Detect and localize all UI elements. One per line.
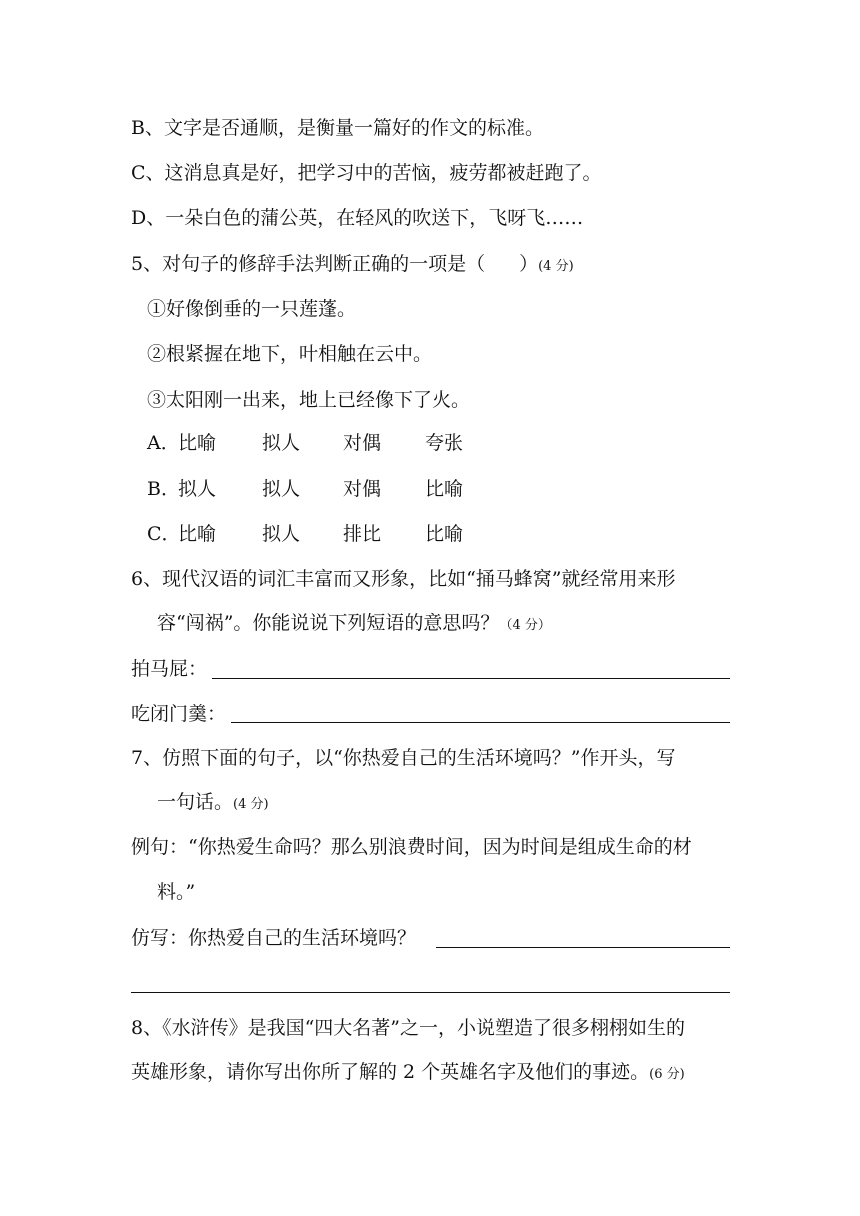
q5-sentence-2: ②根紧握在地下，叶相触在云中。: [147, 343, 433, 365]
question-7-line-2: [157, 789, 269, 818]
question-6-line-1: 6、现代汉语的词汇丰富而又形象，比如“捅马蜂窝”就经常用来形: [131, 568, 676, 590]
choice: 比喻: [425, 523, 464, 545]
question-6-text: 容“闯祸”。你能说说下列短语的意思吗？: [157, 612, 500, 634]
phrase-1-answer-line[interactable]: [212, 678, 730, 679]
choice: 比喻: [425, 478, 464, 500]
option-c: C、这消息真是好，把学习中的苦恼，疲劳都被赶跑了。: [131, 162, 602, 184]
option-d: D、一朵白色的蒲公英，在轻风的吹送下，飞呀飞……: [131, 207, 584, 229]
question-8-line-2: [131, 1059, 685, 1088]
q5-option-b: [147, 476, 463, 502]
question-5-close: ）: [519, 253, 539, 275]
question-5-score: (4 分): [538, 259, 574, 274]
example-line-2: 料。”: [157, 881, 196, 903]
question-6-line-2: [157, 610, 551, 639]
question-5-text: 5、对句子的修辞手法判断正确的一项是（: [131, 253, 486, 275]
question-7-text: 一句话。: [157, 791, 234, 813]
choice: 拟人: [178, 478, 217, 500]
example-line-1: 例句：“你热爱生命吗？那么别浪费时间，因为时间是组成生命的材: [131, 836, 692, 858]
imitate-answer-line-2[interactable]: [131, 992, 730, 993]
option-label: C．: [147, 523, 181, 545]
option-b: B、文字是否通顺，是衡量一篇好的作文的标准。: [131, 117, 544, 139]
q5-sentence-1: ①好像倒垂的一只莲蓬。: [147, 298, 357, 320]
choice: 对偶: [343, 478, 382, 500]
imitate-answer-line-1[interactable]: [436, 947, 730, 948]
phrase-1-label: 拍马屁：: [131, 658, 208, 680]
choice: 对偶: [343, 432, 382, 454]
choice: 拟人: [262, 432, 301, 454]
q5-option-a: [147, 430, 463, 456]
choice: 拟人: [262, 523, 301, 545]
question-7-score: (4 分): [233, 797, 269, 812]
choice: 排比: [343, 523, 382, 545]
option-label: A．: [147, 432, 180, 454]
option-label: B．: [147, 478, 180, 500]
question-6-score: （4 分）: [499, 618, 551, 633]
q5-sentence-3: ③太阳刚一出来，地上已经像下了火。: [147, 389, 471, 411]
choice: 比喻: [178, 523, 217, 545]
phrase-2-label: 吃闭门羹：: [131, 703, 227, 725]
choice: 夸张: [425, 432, 464, 454]
choice: 比喻: [178, 432, 217, 454]
question-7-line-1: 7、仿照下面的句子，以“你热爱自己的生活环境吗？”作开头，写: [131, 747, 676, 769]
phrase-2-answer-line[interactable]: [231, 722, 730, 723]
question-5-stem: [131, 251, 574, 280]
question-8-line-1: 8、《水浒传》是我国“四大名著”之一，小说塑造了很多栩栩如生的: [131, 1017, 686, 1039]
q5-option-c: [147, 521, 463, 547]
question-8-text: 英雄形象，请你写出你所了解的 2 个英雄名字及他们的事迹。: [131, 1061, 650, 1083]
imitate-label: 仿写：你热爱自己的生活环境吗？: [131, 927, 417, 949]
question-8-score: (6 分): [649, 1067, 685, 1082]
choice: 拟人: [262, 478, 301, 500]
